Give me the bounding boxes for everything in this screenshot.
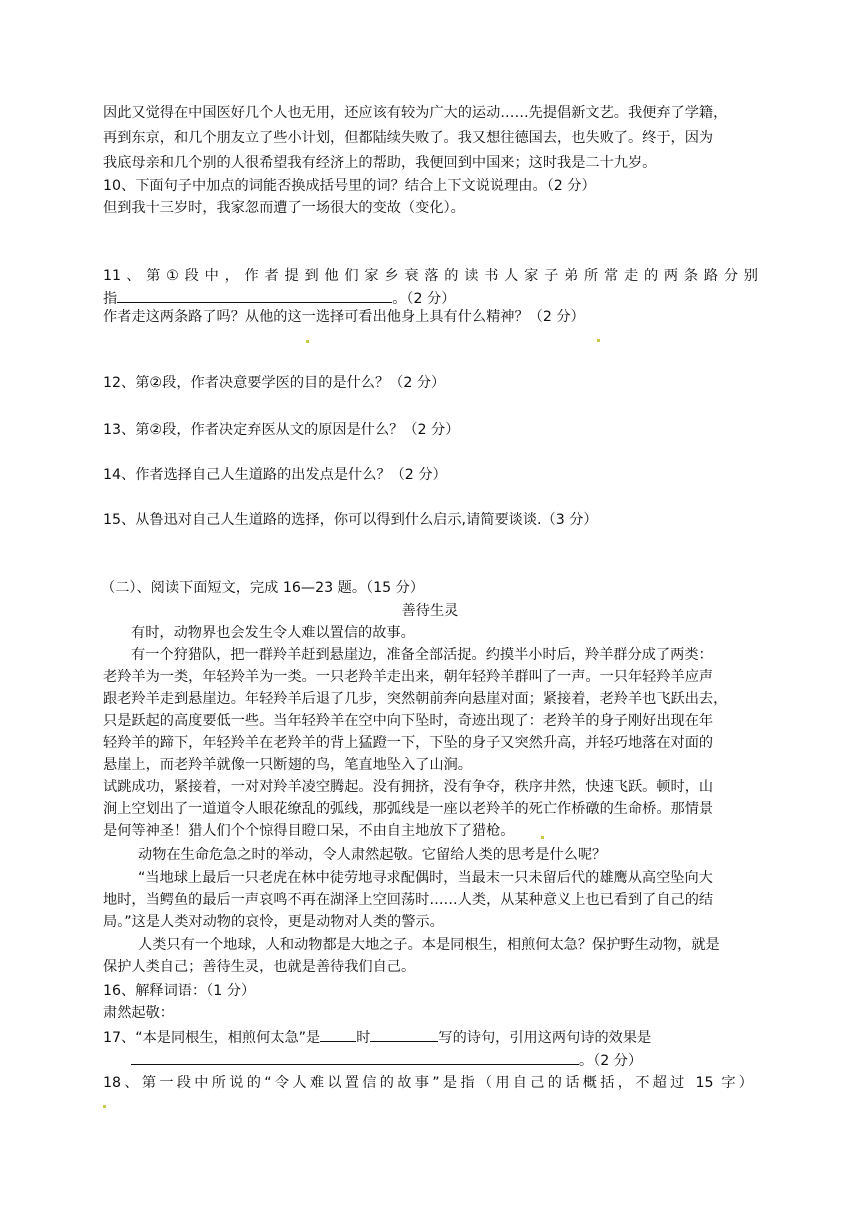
question-13: 13、第②段，作者决定弃医从文的原因是什么？（2 分） — [103, 422, 460, 438]
passage-line: 再到东京，和几个朋友立了些小计划，但都陆续失败了。我又想往德国去，也失败了。终于，因为 — [103, 130, 714, 146]
question-12: 12、第②段，作者决意要学医的目的是什么？（2 分） — [103, 375, 446, 391]
question-10: 10、下面句子中加点的词能否换成括号里的词？结合上下文说说理由。（2 分） — [103, 178, 596, 194]
question-15: 15、从鲁迅对自己人生道路的选择，你可以得到什么启示,请简要谈谈.（3 分） — [103, 512, 598, 528]
answer-blank[interactable] — [117, 288, 392, 303]
article-title: 善待生灵 — [401, 603, 459, 619]
question-11-line2 — [103, 288, 758, 309]
speck — [103, 1105, 106, 1108]
article-line: 跟老羚羊走到悬崖边。年轻羚羊后退了几步，突然朝前奔向悬崖对面；紧接着，老羚羊也飞跃出去， — [103, 691, 728, 707]
article-line: 地时，当鳄鱼的最后一声哀鸣不再在湖泽上空回荡时……人类，从某种意义上也已看到了自己的结 — [103, 892, 714, 908]
article-line: “当地球上最后一只老虎在林中徒劳地寻求配偶时，当最末一只未留后代的雄鹰从高空坠向大 — [138, 870, 713, 886]
article-line: 有时，动物界也会发生令人难以置信的故事。 — [131, 625, 415, 641]
speck — [597, 339, 600, 342]
q17-suffix: 。（2 分） — [579, 1053, 643, 1069]
question-10-sentence: 但到我十三岁时，我家忽而遭了一场很大的变故（变化）。 — [103, 200, 465, 216]
article-line: 涧上空划出了一道道令人眼花缭乱的弧线，那弧线是一座以老羚羊的死亡作桥礅的生命桥。那情景 — [103, 801, 714, 817]
article-line: 保护人类自己；善待生灵，也就是善待我们自己。 — [103, 959, 416, 975]
question-18: 18、第一段中所说的“令人难以置信的故事”是指（用自己的话概括，不超过 15 字） — [103, 1075, 753, 1091]
question-14: 14、作者选择自己人生道路的出发点是什么？（2 分） — [103, 467, 447, 483]
answer-blank[interactable] — [320, 1027, 356, 1042]
question-16: 16、解释词语：（1 分） — [103, 983, 256, 999]
passage-line: 因此又觉得在中国医好几个人也无用，还应该有较为广大的运动……先提倡新文艺。我便弃了学籍， — [103, 105, 728, 121]
q17-part1: 17、“本是同根生，相煎何太急”是 — [103, 1030, 321, 1046]
article-line: 动物在生命危急之时的举动，令人肃然起敬。它留给人类的思考是什么呢？ — [138, 847, 607, 863]
article-line: 是何等神圣！猎人们个个惊得目瞪口呆，不由自主地放下了猎枪。 — [103, 823, 515, 839]
q17-part3: 写的诗句，引用这两句诗的效果是 — [438, 1030, 652, 1046]
article-line: 轻羚羊的蹄下，年轻羚羊在老羚羊的背上猛蹬一下，下坠的身子又突然升高，并轻巧地落在对面的 — [103, 735, 714, 751]
article-line: 老羚羊为一类，年轻羚羊为一类。一只老羚羊走出来，朝年轻羚羊群叫了一声。一只年轻羚羊应声 — [103, 669, 714, 685]
answer-blank[interactable] — [370, 1027, 438, 1042]
question-11-line1: 11 、 第 ① 段 中 ， 作 者 提 到 他 们 家 乡 衰 落 的 读 书 人 家 子 弟 所 常 走 的 两 条 路 分 别 — [103, 268, 758, 284]
answer-blank[interactable] — [131, 1050, 579, 1065]
section-heading: （二）、阅读下面短文，完成 16—23 题。（15 分） — [101, 580, 425, 596]
question-11-line3: 作者走这两条路了吗？从他的这一选择可看出他身上具有什么精神？（2 分） — [103, 309, 585, 325]
q17-part2: 时 — [356, 1030, 371, 1046]
article-line: 试跳成功，紧接着，一对对羚羊凌空腾起。没有拥挤，没有争夺，秩序井然，快速飞跃。顿时，山 — [103, 779, 714, 795]
article-line: 只是跃起的高度要低一些。当年轻羚羊在空中向下坠时，奇迹出现了：老羚羊的身子刚好出现在年 — [103, 713, 714, 729]
article-line: 局。”这是人类对动物的哀怜，更是动物对人类的警示。 — [103, 914, 444, 930]
article-line: 人类只有一个地球，人和动物都是大地之子。本是同根生，相煎何太急？保护野生动物，就是 — [138, 937, 720, 953]
q11-suffix: 。（2 分） — [392, 291, 456, 307]
article-line: 悬崖上，而老羚羊就像一只断翅的鸟，笔直地坠入了山涧。 — [103, 757, 472, 773]
passage-line: 我底母亲和几个别的人很希望我有经济上的帮助，我便回到中国来；这时我是二十九岁。 — [103, 155, 657, 171]
article-line: 有一个狩猎队，把一群羚羊赶到悬崖边，准备全部活捉。约摸半小时后，羚羊群分成了两类： — [131, 647, 713, 663]
q11-prefix: 指 — [103, 291, 118, 307]
question-17-line2 — [131, 1050, 786, 1071]
question-16-word: 肃然起敬： — [103, 1005, 174, 1021]
question-17-line1 — [103, 1027, 758, 1048]
speck — [306, 340, 309, 343]
speck — [541, 836, 544, 839]
